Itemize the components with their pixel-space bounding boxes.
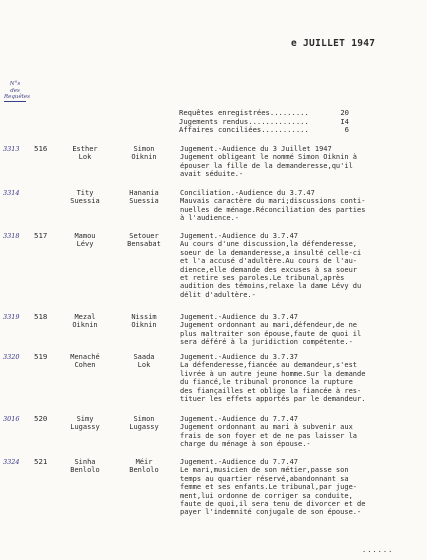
entry-defendant-name-line: Hanania bbox=[129, 189, 159, 197]
entry-text-line: tituer les effets apportés par le demandeur. bbox=[180, 395, 366, 404]
entry-text-line: Jugement.-Audience du 3.7.47 bbox=[180, 232, 299, 240]
entry-judgment-number: 521 bbox=[34, 457, 48, 466]
entry-text-line: Mauvais caractère du mari;discussions conti- bbox=[180, 197, 366, 206]
entry-plaintiff-name-line: Mezal bbox=[74, 313, 96, 321]
entry-text bbox=[180, 145, 420, 179]
summary-row bbox=[179, 126, 349, 135]
entry-defendant-name-line: Benlolo bbox=[129, 466, 159, 475]
entry-defendant bbox=[121, 353, 167, 370]
summary-block bbox=[179, 109, 349, 135]
entry-register-number: 3324 bbox=[3, 458, 20, 466]
entry-plaintiff-name-line: Sinha bbox=[74, 458, 96, 466]
margin-note-line2: des bbox=[10, 87, 20, 94]
entry-plaintiff-name-line: Oiknin bbox=[72, 321, 98, 330]
entry-plaintiff-name-line: Cohen bbox=[74, 361, 96, 370]
entry-text-line: et l'a accusé d'adultère.Au cours de l'au- bbox=[180, 257, 358, 266]
summary-row bbox=[179, 118, 349, 127]
entry-text-line: Jugement.-Audience du 7.7.47 bbox=[180, 415, 299, 423]
entry-text-line: livrée à un autre jeune homme.Sur la demande bbox=[180, 369, 366, 378]
entry-judgment-number: 518 bbox=[34, 312, 48, 321]
entry-text-line: à l'audience.- bbox=[180, 214, 240, 223]
entry-defendant-name-line: Setouer bbox=[129, 232, 159, 240]
entry-defendant-name-line: Bensabat bbox=[127, 240, 161, 249]
entry-text bbox=[180, 189, 420, 223]
entry-text-line: soeur de la demanderesse,a insulté celle-ci bbox=[180, 248, 362, 257]
margin-note bbox=[4, 81, 31, 102]
entry-defendant bbox=[121, 458, 167, 475]
entry-plaintiff-name-line: Lévy bbox=[76, 240, 94, 249]
entry-defendant-name-line: Lugassy bbox=[129, 423, 159, 432]
entry-text-line: Le mari,musicien de son métier,passe son bbox=[180, 466, 349, 475]
margin-note-line3: Requêtes bbox=[4, 94, 31, 100]
entry-judgment-number: 517 bbox=[34, 231, 48, 240]
entry-register-number: 3320 bbox=[3, 353, 20, 361]
entry-plaintiff-name-line: Esther bbox=[72, 145, 98, 153]
entry-text-line: audition des témoins,relaxe la dame Lévy du bbox=[180, 282, 362, 291]
entry-text-line: du fiancé,le tribunal prononce la rupture bbox=[180, 378, 353, 387]
summary-row bbox=[179, 109, 349, 118]
entry-plaintiff bbox=[62, 458, 108, 475]
entry-defendant bbox=[121, 145, 167, 162]
entry-judgment-number: 516 bbox=[34, 144, 48, 153]
entry-plaintiff bbox=[62, 232, 108, 249]
entry-plaintiff-name-line: Lok bbox=[78, 153, 92, 162]
entry-text bbox=[180, 313, 420, 347]
entry-plaintiff bbox=[62, 353, 108, 370]
entry-text-line: Jugement ordonnant au mari,défendeur,de ne bbox=[180, 321, 358, 330]
summary-label: Affaires conciliées........... bbox=[179, 126, 309, 135]
entry-defendant bbox=[121, 189, 167, 206]
entry-text-line: délit d'adultère.- bbox=[180, 290, 256, 299]
entry-defendant bbox=[121, 232, 167, 249]
entry-text-line: femme et ses enfants.Le tribunal,par juge- bbox=[180, 483, 358, 492]
entry-judgment-number: 519 bbox=[34, 352, 48, 361]
entry-text bbox=[180, 415, 420, 449]
page-date: e JUILLET 1947 bbox=[291, 38, 376, 49]
entry-text-line: charge du ménage à son épouse.- bbox=[180, 440, 311, 449]
entry-defendant-name-line: Simon bbox=[133, 145, 155, 153]
entry-defendant-name-line: Oiknin bbox=[131, 321, 157, 330]
entry-text-line: faute de quoi,il sera tenu de divorcer et de bbox=[180, 500, 366, 509]
entry-defendant-name-line: Saada bbox=[133, 353, 155, 361]
entry-text bbox=[180, 353, 420, 403]
entry-register-number: 3313 bbox=[3, 145, 20, 153]
entry-plaintiff-name-line: Simy bbox=[76, 415, 94, 423]
entry-text-line: Jugement.-Audience du 7.7.47 bbox=[180, 458, 299, 466]
entry-defendant-name-line: Nissim bbox=[131, 313, 157, 321]
entry-text-line: épouser la fille de la demanderesse,qu'il bbox=[180, 161, 353, 170]
entry-plaintiff bbox=[62, 313, 108, 330]
entry-plaintiff-name-line: Lugassy bbox=[70, 423, 100, 432]
entry-plaintiff-name-line: Menaché bbox=[70, 353, 100, 361]
entry-defendant bbox=[121, 313, 167, 330]
entry-register-number: 3016 bbox=[3, 415, 20, 423]
summary-value: 20 bbox=[340, 108, 349, 117]
entry-plaintiff-name-line: Benlolo bbox=[70, 466, 100, 475]
entry-defendant-name-line: Simon bbox=[133, 415, 155, 423]
entry-text-line: dience,elle demande des excuses à sa soeur bbox=[180, 265, 358, 274]
entry-text-line: frais de son foyer et de ne pas laisser la bbox=[180, 431, 358, 440]
entry-text-line: nuelles de ménage.Réconciliation des parties bbox=[180, 205, 366, 214]
entry-defendant bbox=[121, 415, 167, 432]
entry-register-number: 3314 bbox=[3, 189, 20, 197]
entry-text bbox=[180, 458, 420, 517]
entry-text-line: La défenderesse,fiancée au demandeur,s'est bbox=[180, 361, 358, 370]
entry-plaintiff-name-line: Suessia bbox=[70, 197, 100, 206]
entry-text-line: Jugement ordonnant au mari à subvenir aux bbox=[180, 423, 353, 432]
entry-text-line: temps au quartier réservé,abandonnant sa bbox=[180, 474, 349, 483]
summary-label: Requêtes enregistrées......... bbox=[179, 109, 309, 117]
entry-text-line: sera déféré à la juridiction compétente.- bbox=[180, 338, 353, 347]
entry-text-line: ment,lui ordonne de corriger sa conduite, bbox=[180, 491, 353, 500]
entry-plaintiff-name-line: Tity bbox=[76, 189, 94, 197]
summary-value: 6 bbox=[344, 125, 349, 135]
margin-note-line1: N°s bbox=[9, 81, 21, 87]
summary-label: Jugements rendus.............. bbox=[179, 117, 309, 126]
entry-plaintiff-name-line: Mamou bbox=[74, 232, 96, 240]
entry-text-line: payer l'indemnité conjugale de son épouse.- bbox=[180, 508, 362, 517]
entry-plaintiff bbox=[62, 415, 108, 432]
entry-text-line: des fiançailles et oblige la fiancée à res- bbox=[180, 386, 362, 395]
entry-register-number: 3318 bbox=[3, 232, 20, 240]
entry-plaintiff bbox=[62, 145, 108, 162]
entry-defendant-name-line: Suessia bbox=[129, 197, 159, 206]
footer-dots: ...... bbox=[362, 546, 394, 554]
entry-judgment-number: 520 bbox=[34, 414, 48, 423]
entry-defendant-name-line: Méir bbox=[135, 458, 153, 466]
entry-text-line: avait séduite.- bbox=[180, 170, 244, 179]
entry-text-line: et retire ses paroles.Le tribunal,après bbox=[180, 274, 345, 283]
entry-text bbox=[180, 232, 420, 299]
entry-text-line: Jugement.-Audience du 3 Juillet 1947 bbox=[180, 145, 332, 153]
entry-text-line: Jugement.-Audience du 3.7.47 bbox=[180, 313, 299, 321]
entry-text-line: plus maltraiter son épouse,faute de quoi il bbox=[180, 329, 362, 338]
entry-defendant-name-line: Oiknin bbox=[131, 153, 157, 162]
entry-plaintiff bbox=[62, 189, 108, 206]
entry-register-number: 3319 bbox=[3, 313, 20, 321]
entry-text-line: Jugement.-Audience du 3.7.37 bbox=[180, 353, 299, 361]
summary-value: I4 bbox=[340, 116, 349, 126]
entry-text-line: Au cours d'une discussion,la défenderesse, bbox=[180, 240, 358, 249]
entry-text-line: Conciliation.-Audience du 3.7.47 bbox=[180, 189, 315, 197]
entry-text-line: Jugement obligeant le nommé Simon Oiknin à bbox=[180, 153, 358, 162]
entry-defendant-name-line: Lok bbox=[137, 361, 151, 370]
